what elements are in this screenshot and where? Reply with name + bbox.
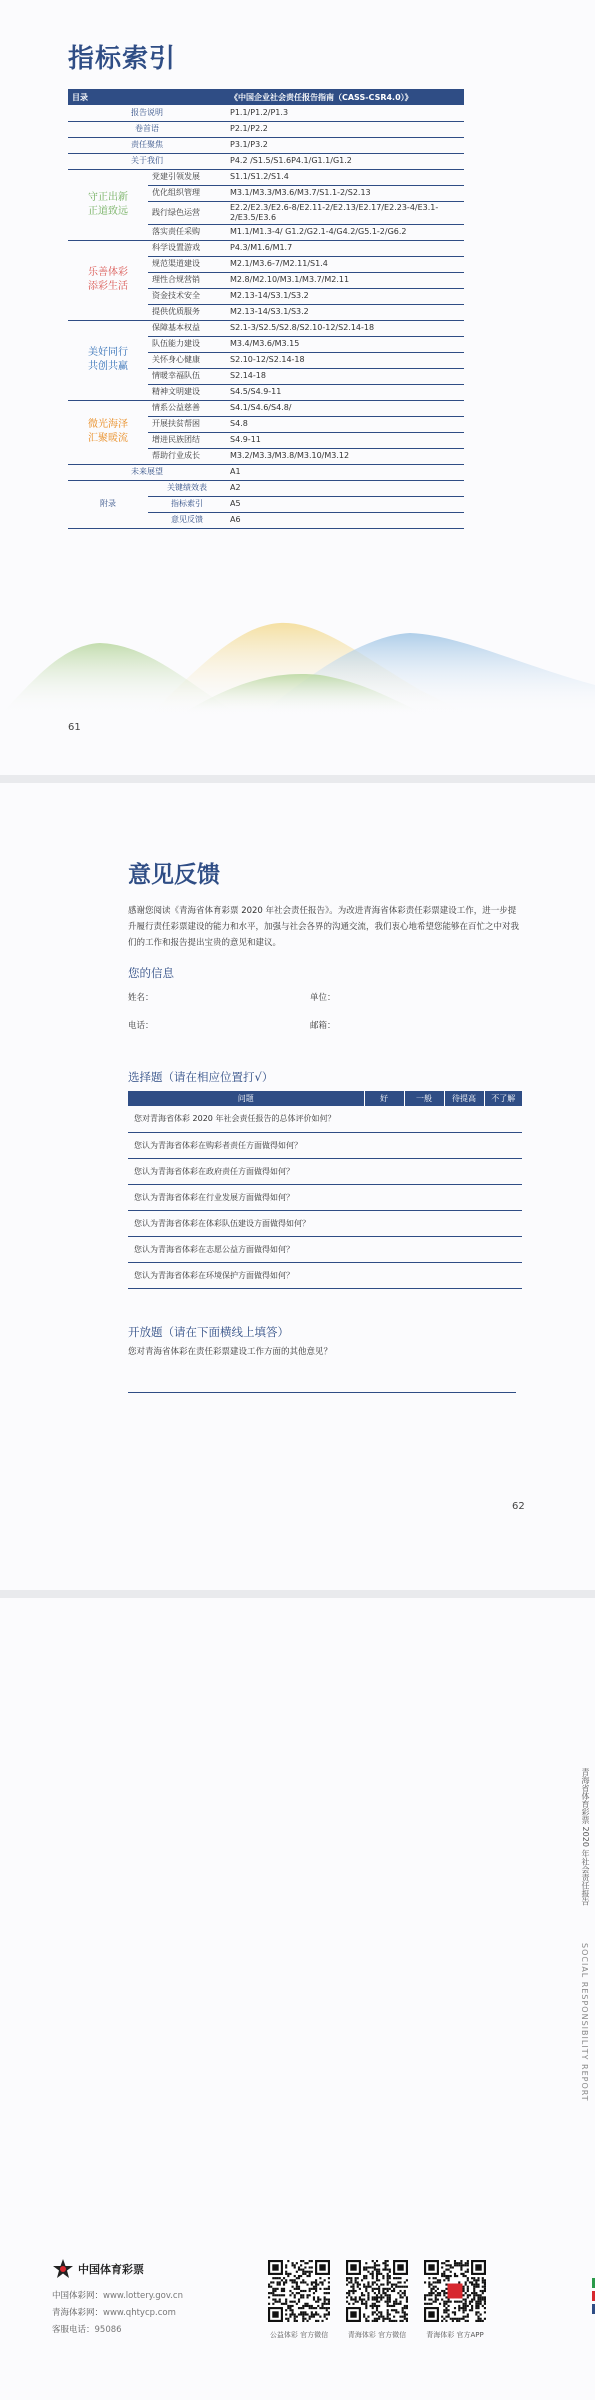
rating-checkbox[interactable] [484,1158,522,1184]
question-row [128,1184,522,1210]
index-value: S4.1/S4.6/S4.8/ [226,400,464,416]
question-row [128,1106,522,1132]
table-row [68,400,464,416]
index-value: A1 [226,464,464,480]
rating-checkbox[interactable] [364,1236,404,1262]
qr-code-icon [424,2260,486,2322]
question-text: 您认为青海省体彩在志愿公益方面做得如何？ [128,1236,364,1262]
feedback-title: 意见反馈 [128,862,220,888]
index-label: 帮助行业成长 [148,448,226,464]
contact-info [52,2288,183,2339]
lottery-logo [52,2258,144,2280]
table-header-catalog: 目录 [68,89,226,105]
question-row [128,1210,522,1236]
rating-checkbox[interactable] [404,1210,444,1236]
choice-header-cell: 好 [364,1091,404,1106]
index-value: M3.2/M3.3/M3.8/M3.10/M3.12 [226,448,464,464]
index-value: S1.1/S1.2/S1.4 [226,169,464,185]
rating-checkbox[interactable] [444,1262,484,1288]
group-name [68,240,148,320]
qr-code-icon [268,2260,330,2322]
group-name-line: 正道致远 [88,205,128,217]
rating-checkbox[interactable] [364,1210,404,1236]
choice-heading: 选择题（请在相应位置打√） [128,1070,274,1084]
index-label: 关于我们 [68,153,226,169]
question-text: 您认为青海省体彩在环境保护方面做得如何？ [128,1262,364,1288]
index-label: 优化组织管理 [148,185,226,201]
index-label: 指标索引 [148,496,226,512]
group-name [68,400,148,464]
index-value: A6 [226,512,464,528]
table-row [68,169,464,185]
qr-caption: 青海体彩 官方APP [426,2331,484,2339]
index-label: 意见反馈 [148,512,226,528]
decorative-hills [0,605,595,715]
index-label: 增进民族团结 [148,432,226,448]
group-name-line: 汇聚暖流 [88,433,128,444]
contact-phone: 客服电话：95086 [52,2325,122,2335]
rating-checkbox[interactable] [404,1158,444,1184]
appendix-name: 附录 [68,480,148,528]
index-value: S2.14-18 [226,368,464,384]
group-name [68,169,148,240]
table-row [68,121,464,137]
index-label: 关键绩效表 [148,480,226,496]
index-label: 队伍能力建设 [148,336,226,352]
contact-qinghai-site: 青海体彩网：www.qhtycp.com [52,2308,176,2318]
rating-checkbox[interactable] [364,1132,404,1158]
rating-checkbox[interactable] [484,1210,522,1236]
question-text: 您认为青海省体彩在行业发展方面做得如何？ [128,1184,364,1210]
name-field: 姓名： [128,993,154,1003]
rating-checkbox[interactable] [364,1106,404,1132]
question-text: 您认为青海省体彩在体彩队伍建设方面做得如何？ [128,1210,364,1236]
index-value: M3.1/M3.3/M3.6/M3.7/S1.1-2/S2.13 [226,185,464,201]
index-value: M2.13-14/S3.1/S3.2 [226,288,464,304]
contact-lottery-site: 中国体彩网：www.lottery.gov.cn [52,2291,183,2301]
page-title: 指标索引 [68,44,177,74]
index-label: 科学设置游戏 [148,240,226,256]
qr-code-icon [346,2260,408,2322]
question-text: 您对青海省体彩 2020 年社会责任报告的总体评价如何？ [128,1106,364,1132]
index-label: 保障基本权益 [148,320,226,336]
index-page [0,0,595,775]
index-label: 卷首语 [68,121,226,137]
page-number: 62 [512,1501,525,1512]
rating-checkbox[interactable] [444,1158,484,1184]
table-header-row [68,89,464,105]
rating-checkbox[interactable] [444,1184,484,1210]
index-value: S4.5/S4.9-11 [226,384,464,400]
index-value: P1.1/P1.2/P1.3 [226,105,464,121]
index-label: 未来展望 [68,464,226,480]
rating-checkbox[interactable] [484,1236,522,1262]
index-value: M2.13-14/S3.1/S3.2 [226,304,464,320]
index-label: 责任聚焦 [68,137,226,153]
group-name [68,320,148,400]
email-field: 邮箱： [310,1021,336,1031]
index-value: M1.1/M1.3-4/ G1.2/G2.1-4/G4.2/G5.1-2/G6.2 [226,224,464,240]
qr-caption: 青海体彩 官方微信 [347,2331,407,2339]
unit-field: 单位： [310,993,336,1003]
table-row [68,105,464,121]
index-label: 精神文明建设 [148,384,226,400]
choice-header-cell: 不了解 [484,1091,522,1106]
rating-checkbox[interactable] [404,1184,444,1210]
info-heading: 您的信息 [128,966,174,980]
choice-header-cell: 待提高 [444,1091,484,1106]
index-value: P3.1/P3.2 [226,137,464,153]
index-value: P4.2 /S1.5/S1.6P4.1/G1.1/G1.2 [226,153,464,169]
question-row [128,1262,522,1288]
index-value: P4.3/M1.6/M1.7 [226,240,464,256]
index-table [68,89,464,529]
rating-checkbox[interactable] [484,1184,522,1210]
table-header-guide: 《中国企业社会责任报告指南（CASS-CSR4.0）》 [226,89,464,105]
index-value: S4.9-11 [226,432,464,448]
rating-checkbox[interactable] [444,1132,484,1158]
index-value: S2.10-12/S2.14-18 [226,352,464,368]
index-label: 报告说明 [68,105,226,121]
group-name-line: 添彩生活 [88,281,128,292]
table-row [68,240,464,256]
open-question: 您对青海省体彩在责任彩票建设工作方面的其他意见？ [128,1347,333,1357]
index-label: 党建引领发展 [148,169,226,185]
back-cover [0,1598,595,2400]
table-row [68,153,464,169]
rating-checkbox[interactable] [404,1236,444,1262]
index-value: M2.8/M2.10/M3.1/M3.7/M2.11 [226,272,464,288]
table-row [68,464,464,480]
rating-checkbox[interactable] [484,1106,522,1132]
feedback-intro: 感谢您阅读《青海省体育彩票 2020 年社会责任报告》。为改进青海省体彩责任彩票建设工作，进一步提升履行责任彩票建设的能力和水平，加强与社会各界的沟通交流，我们衷心地希望您能够在百忙之中对我们的工作和报告提出宝贵的意见和建议。 [128,906,520,948]
index-label: 提供优质服务 [148,304,226,320]
index-value: E2.2/E2.3/E2.6-8/E2.11-2/E2.13/E2.17/E2.23-4/E3.1-2/E3.5/E3.6 [226,201,464,224]
rating-checkbox[interactable] [444,1106,484,1132]
open-heading: 开放题（请在下面横线上填答） [128,1325,289,1339]
vertical-title-cn: 青海省体育彩票 2020 年社会责任报告 [581,1768,590,1906]
question-row [128,1236,522,1262]
index-value: S2.1-3/S2.5/S2.8/S2.10-12/S2.14-18 [226,320,464,336]
group-name-line: 美好同行 [88,347,128,358]
table-row [68,480,464,496]
choice-header-cell: 问题 [128,1091,364,1106]
index-label: 情系公益慈善 [148,400,226,416]
answer-line [128,1392,516,1393]
logo-text: 中国体育彩票 [78,2263,144,2276]
choice-header-row [128,1091,522,1106]
index-label: 开展扶贫帮困 [148,416,226,432]
rating-checkbox[interactable] [444,1210,484,1236]
index-label: 落实责任采购 [148,224,226,240]
page-number: 61 [68,722,81,733]
phone-field: 电话： [128,1021,154,1031]
group-name-line: 乐善体彩 [88,267,128,278]
choice-header-cell: 一般 [404,1091,444,1106]
index-label: 规范渠道建设 [148,256,226,272]
lottery-logo-icon [52,2258,74,2280]
question-text: 您认为青海省体彩在政府责任方面做得如何？ [128,1158,364,1184]
rating-checkbox[interactable] [364,1262,404,1288]
index-value: M3.4/M3.6/M3.15 [226,336,464,352]
qr-caption: 公益体彩 官方微信 [269,2331,329,2339]
index-value: P2.1/P2.2 [226,121,464,137]
table-row [68,137,464,153]
rating-checkbox[interactable] [364,1158,404,1184]
rating-checkbox[interactable] [404,1106,444,1132]
feedback-page [0,783,595,1590]
index-label: 关怀身心健康 [148,352,226,368]
index-value: M2.1/M3.6-7/M2.11/S1.4 [226,256,464,272]
rating-checkbox[interactable] [484,1262,522,1288]
rating-checkbox[interactable] [484,1132,522,1158]
index-label: 资金技术安全 [148,288,226,304]
index-value: A2 [226,480,464,496]
index-label: 情暖幸福队伍 [148,368,226,384]
index-value: S4.8 [226,416,464,432]
rating-checkbox[interactable] [444,1236,484,1262]
choice-table [128,1091,522,1289]
rating-checkbox[interactable] [364,1184,404,1210]
question-row [128,1158,522,1184]
group-name-line: 微光海泽 [88,419,128,430]
rating-checkbox[interactable] [404,1132,444,1158]
question-row [128,1132,522,1158]
question-text: 您认为青海省体彩在购彩者责任方面做得如何？ [128,1132,364,1158]
index-value: A5 [226,496,464,512]
rating-checkbox[interactable] [404,1262,444,1288]
index-label: 理性合规营销 [148,272,226,288]
index-label: 践行绿色运营 [148,201,226,224]
table-row [68,320,464,336]
group-name-line: 共创共赢 [88,361,128,372]
group-name-line: 守正出新 [88,191,128,203]
vertical-title-en: SOCIAL RESPONSIBILITY REPORT [580,1943,589,2102]
